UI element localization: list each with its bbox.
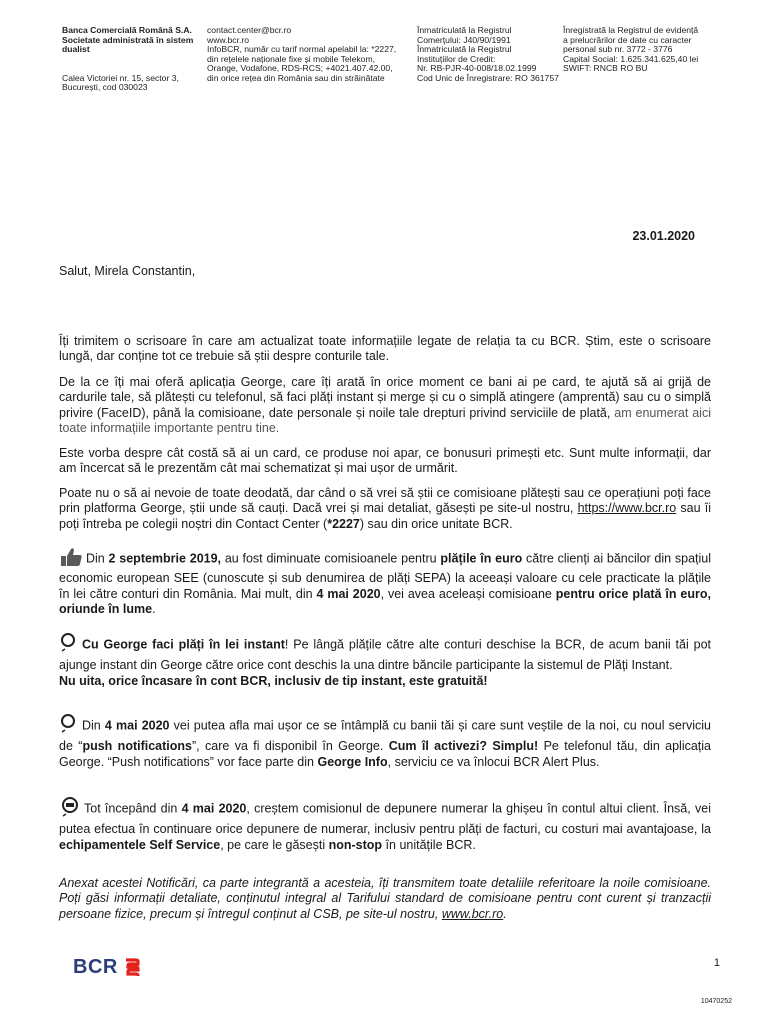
annex-website-link[interactable]: www.bcr.ro [441,906,504,921]
thumbs-up-icon [59,547,83,571]
registry-line: Înmatriculată la Registrul [417,25,512,35]
contact-center-phone: *2227 [327,516,360,531]
contact-email[interactable]: contact.center@bcr.ro [207,25,292,35]
bcr-logo-icon [122,957,140,979]
contact-web[interactable]: www.bcr.ro [207,34,250,45]
bcr-logo [73,956,140,979]
p2-tail: am enumerat aici toate informațiile importante pentru tine. [59,405,711,436]
paragraph-intro: Îți trimitem o scrisoare în care am actualizat toate informațiile legate de relația ta cu BCR. Știm, este o scrisoare lungă, dar conține tot ce trebuie să știi despre conturile tale. [59,334,711,364]
contact-line: din rețelele naționale fixe și mobile Telekom, [207,53,375,64]
data-registry-line: SWIFT: RNCB RO BU [563,63,648,74]
registry-line: Înmatriculată la Registrul [417,44,512,55]
data-registry-line: personal sub nr. 3772 - 3776 [563,44,673,55]
header-registry-info [417,26,557,84]
instant-payment-icon [59,632,79,658]
section-push-notifications: Din 4 mai 2020 vei putea afla mai ușor ce se întâmplă cu banii tăi și care sunt veștile de la noi, cu noul serviciu de “push notifications”, care va fi disponibil în George. Cum îl activezi? Simplu! Pe telefonul tău, din aplicația George. “Push notifications” vor face parte din George Info, serviciu ce va înlocui BCR Alert Plus. [59,713,711,770]
data-registry-line: Înregistrată la Registrul de evidență [563,25,699,35]
cash-deposit-icon [59,796,81,822]
bank-type-2: dualist [62,44,90,55]
data-registry-line: Capital Social: 1.625.341.625,40 lei [563,53,699,64]
bank-type: Societate administrată în sistem [62,34,194,45]
contact-line: InfoBCR, număr cu tarif normal apelabil la: *2227, [207,44,397,55]
header-bank-info [62,26,202,93]
paragraph-contact: Poate nu o să ai nevoie de toate deodată, dar când o să vrei să știi ce comisioane plătești sau ce operațiuni poți face prin platforma George, știi unde să cauți. Dacă vrei și mai detaliat, găsești pe site-ul nostru, https://www.bcr.ro sau îi poți întreba pe colegii noștri din Contact Center (*2227) sau din orice unitate BCR. [59,486,711,531]
contact-line: din orice rețea din România sau din străinătate [207,72,385,83]
section-cash-deposit: Tot începând din 4 mai 2020, creștem comisionul de depunere numerar la ghișeu în contul altui client. Însă, vei putea efectua în continuare orice depunere de numerar, inclusiv pentru plăți de facturi, cu costuri mai avantajoase, la echipamentele Self Service, pe care le găsești non-stop în unitățile BCR. [59,796,711,853]
bank-address-2: București, cod 030023 [62,82,148,93]
logo-text: BCR [73,956,118,978]
data-registry-line: a prelucrărilor de date cu caracter [563,34,692,45]
registry-line: Cod Unic de Înregistrare: RO 361757 [417,72,559,83]
section-euro-payments: Din 2 septembrie 2019, au fost diminuate comisioanele pentru plățile în euro către clienți ai băncilor din spațiul economic european SEE (cunoscute și sub denumirea de plăți SEPA) la aceeași valoare cu cele practicate la plățile în lei către conturi din România. Mai mult, din 4 mai 2020, vei avea aceleași comisioane pentru orice plată în euro, oriunde în lume. [59,547,711,618]
header-contact-info [207,26,407,84]
bank-address: Calea Victoriei nr. 15, sector 3, [62,72,179,83]
page-number: 1 [713,957,720,969]
registry-line: Instituțiilor de Credit: [417,53,496,64]
paragraph-george [59,375,711,437]
annex-note: Anexat acestei Notificări, ca parte integrantă a acesteia, îți transmitem toate detaliile referitoare la noile comisioane. Poți găsi informații detaliate, conținutul integral al Tarifului standard de comisioane pentru cont curent și tranzacții persoane fizice, precum și întregul conținut al CSB, pe site-ul nostru, www.bcr.ro. [59,876,711,921]
bank-name: Banca Comercială Română S.A. [62,25,192,35]
registry-line: Comerțului: J40/90/1991 [417,34,511,45]
header-data-registry [563,26,713,74]
letter-date: 23.01.2020 [632,229,695,243]
contact-line: Orange, Vodafone, RDS-RCS; +4021.407.42.00, [207,63,393,74]
section-instant-payments: Cu George faci plăți în lei instant! Pe lângă plățile către alte conturi deschise la BCR, de acum banii tăi pot ajunge instant din George către orice cont deschis la una dintre băncile participante la sistemul de Plăți Instant. Nu uita, orice încasare în cont BCR, inclusiv de tip instant, este gratuită! [59,632,711,689]
p2-text: De la ce îți mai oferă aplicația George, care îți arată în orice moment ce bani ai pe card, te ajută să ai grijă de cardurile tale, să plătești cu telefonul, să faci plăți instant și merge și cu o simplă atingere (amprentă) sau cu o simplă privire (FaceID), până la comisioane, date personale și noile tale drepturi privind serviciile de plată, [59,375,711,420]
greeting: Salut, Mirela Constantin, [59,264,196,278]
paragraph-card-costs: Este vorba despre cât costă să ai un card, ce produse noi apar, ce bonusuri primești etc. Sunt multe informații, dar am încercat să le prezentăm cât mai schematizat și mai ușor de urmărit. [59,446,711,476]
bcr-website-link[interactable]: https://www.bcr.ro [577,501,677,516]
document-code: 10470252 [700,998,732,1005]
notification-icon [59,713,79,739]
registry-line: Nr. RB-PJR-40-008/18.02.1999 [417,63,537,74]
